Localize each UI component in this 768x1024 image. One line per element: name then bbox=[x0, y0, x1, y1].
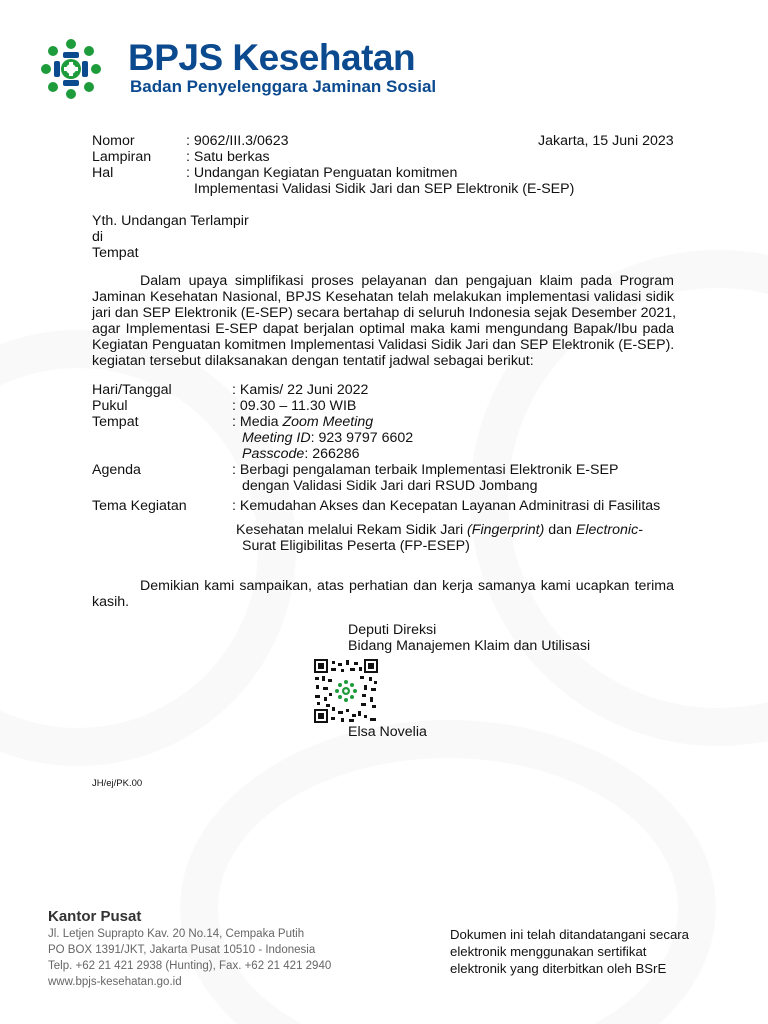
esign-notice-line: Dokumen ini telah ditandatangani secara bbox=[450, 927, 689, 942]
tema-italic: (Fingerprint) bbox=[467, 522, 545, 538]
recipient-line: Yth. Undangan Terlampir bbox=[92, 213, 249, 229]
bpjs-logo-icon bbox=[40, 38, 102, 100]
body-line: agar Implementasi E-SEP dapat berjalan optimal maka kami mengundang Bapak/Ibu pada bbox=[92, 321, 674, 337]
tema-part: dan bbox=[544, 522, 576, 538]
body-line: jari dan SEP Elektronik (E-SEP) secara bertahap di seluruh Indonesia sejak Desember 2021, bbox=[92, 305, 677, 321]
lampiran-value: : Satu berkas bbox=[186, 149, 270, 165]
passcode-value: : 266286 bbox=[304, 446, 360, 462]
tema-value-2 bbox=[236, 522, 643, 538]
recipient-place: Tempat bbox=[92, 245, 139, 261]
lampiran-label: Lampiran bbox=[92, 149, 152, 165]
hal-value-1: : Undangan Kegiatan Penguatan komitmen bbox=[186, 165, 458, 181]
tema-label: Tema Kegiatan bbox=[92, 498, 187, 514]
brand-subtitle: Badan Penyelenggara Jaminan Sosial bbox=[130, 77, 437, 96]
footer-address: PO BOX 1391/JKT, Jakarta Pusat 10510 - Indonesia bbox=[48, 944, 316, 956]
passcode-label: Passcode bbox=[242, 446, 305, 462]
tempat-prefix: : Media bbox=[232, 414, 283, 430]
footer-phone: Telp. +62 21 421 2938 (Hunting), Fax. +62 21 421 2940 bbox=[48, 960, 332, 972]
nomor-value: : 9062/III.3/0623 bbox=[186, 133, 289, 149]
esign-notice-line: elektronik menggunakan sertifikat bbox=[450, 944, 647, 959]
tema-part: Kesehatan melalui Rekam Sidik Jari bbox=[236, 522, 468, 538]
nomor-label: Nomor bbox=[92, 133, 135, 149]
brand-name: BPJS Kesehatan bbox=[128, 37, 416, 78]
letterhead bbox=[40, 36, 460, 100]
tempat-label: Tempat bbox=[92, 414, 139, 430]
tema-italic: Electronic- bbox=[575, 522, 643, 538]
tema-value-1: : Kemudahan Akses dan Kecepatan Layanan Adminitrasi di Fasilitas bbox=[232, 498, 661, 514]
footer-website: www.bpjs-kesehatan.go.id bbox=[48, 976, 182, 988]
pukul-value: : 09.30 – 11.30 WIB bbox=[232, 398, 357, 414]
reference-code: JH/ej/PK.00 bbox=[92, 778, 143, 789]
footer-office bbox=[48, 908, 331, 990]
hal-value-2: Implementasi Validasi Sidik Jari dan SEP Elektronik (E-SEP) bbox=[194, 181, 575, 197]
agenda-value-1: : Berbagi pengalaman terbaik Implementasi Elektronik E-SEP bbox=[232, 462, 619, 478]
tempat-media: Zoom Meeting bbox=[282, 414, 374, 430]
agenda-value-2: dengan Validasi Sidik Jari dari RSUD Jombang bbox=[242, 478, 538, 494]
signer-name: Elsa Novelia bbox=[348, 724, 427, 740]
closing-line-2: kasih. bbox=[92, 594, 130, 610]
esign-notice-line: elektronik yang diterbitkan oleh BSrE bbox=[450, 961, 667, 976]
agenda-label: Agenda bbox=[92, 462, 141, 478]
footer-address: Jl. Letjen Suprapto Kav. 20 No.14, Cempaka Putih bbox=[48, 928, 305, 940]
signer-title: Deputi Direksi bbox=[348, 622, 437, 638]
passcode bbox=[242, 446, 360, 462]
body-line: kegiatan tersebut dilaksanakan dengan tentatif jadwal sebagai berikut: bbox=[92, 353, 534, 369]
esign-notice bbox=[450, 926, 730, 977]
place-date: Jakarta, 15 Juni 2023 bbox=[538, 133, 674, 149]
closing-line: Demikian kami sampaikan, atas perhatian dan kerja samanya kami ucapkan terima bbox=[140, 578, 674, 594]
pukul-label: Pukul bbox=[92, 398, 128, 414]
meeting-id-label: Meeting ID bbox=[242, 430, 311, 446]
meeting-id bbox=[242, 430, 413, 446]
body-line: Jaminan Kesehatan Nasional, BPJS Kesehatan telah melakukan implementasi validasi sidik bbox=[92, 289, 674, 305]
hari-label: Hari/Tanggal bbox=[92, 382, 172, 398]
recipient-di: di bbox=[92, 229, 104, 245]
body-line: Dalam upaya simplifikasi proses pelayanan dan pengajuan klaim pada Program bbox=[140, 273, 674, 289]
hari-value: : Kamis/ 22 Juni 2022 bbox=[232, 382, 369, 398]
body-line: Kegiatan Penguatan komitmen Implementasi Validasi Sidik Jari dan SEP Elektronik (E-SEP). bbox=[92, 337, 675, 353]
signer-division: Bidang Manajemen Klaim dan Utilisasi bbox=[348, 638, 591, 654]
signature-qr-code bbox=[314, 659, 378, 723]
meeting-id-value: : 923 9797 6602 bbox=[310, 430, 414, 446]
footer-title: Kantor Pusat bbox=[48, 908, 142, 925]
tempat-value bbox=[232, 414, 373, 430]
tema-value-3: Surat Eligibilitas Peserta (FP-ESEP) bbox=[242, 538, 470, 554]
hal-label: Hal bbox=[92, 165, 114, 181]
